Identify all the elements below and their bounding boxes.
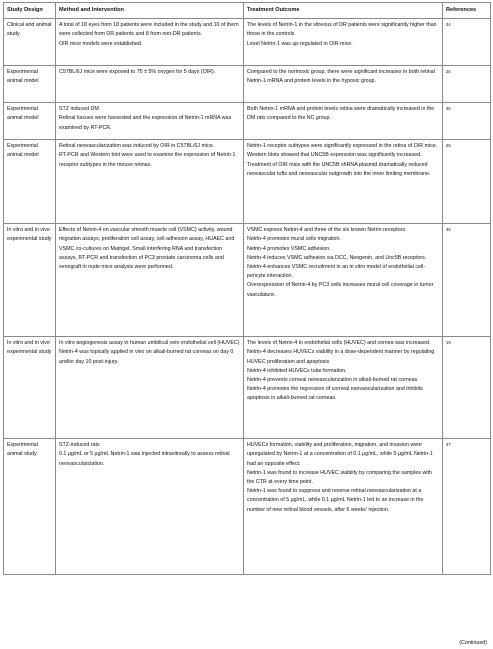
outcome-line: Overexpression of Netrin-4 by PC3 cells increases mural cell coverage in tumor vasculature. [247,282,434,298]
study-design-line: Experimental animal model [7,106,39,122]
outcome-line: Level Netrin-1 was up-regulated in OIR mice. [247,40,353,47]
outcome-line: Treatment of OIR mice with the UNC5B shRNA plasmid dramatically reduced neovascular tufts and neovascular outgrowth into the inner limiting membrane. [247,161,431,177]
method-cell [56,66,244,103]
outcome-line: Netrin-4 promotes the regression of corneal neovascularization and inhibits apoptosis in alkali-burned rat corneas. [247,386,423,402]
studies-table [3,2,491,575]
table-row [4,66,491,103]
reference-cell: 37 [443,439,491,575]
method-cell [56,19,244,66]
study-design-cell [4,224,56,337]
method-line: 0.1 µg/mL or 5 µg/mL Netrin-1 was injected intravitreally to assess retinal neovascularization. [59,451,230,467]
reference-cell: 19 [443,337,491,439]
outcome-cell [244,103,443,140]
method-line: In vitro angiogenesis assay in human umbilical vein endothelial cell (HUVEC) [59,340,240,347]
outcome-line: Netrin-1 was found to increase HUVEC viability by comparing the samples with the CTR at every time point. [247,469,432,486]
table-row [4,103,491,140]
outcome-line: Compared to the normoxic group, there were significant increases in both retinal Netrin-1 mRNA and protein levels in the hypoxic group. [247,69,435,85]
continued-note: (Continued) [459,640,487,646]
method-line: STZ-induced rats [59,442,100,449]
method-line: Netrin-4 was topically applied in vivo on alkali-burned rat corneas on day 0 and/or day 10 post-injury. [59,349,234,365]
header-outcome: Treatment Outcome [244,3,443,19]
method-line: Retinal tissues were harvested and the expression of Netrin-1 mRNA was examined by RT-PCR. [59,115,232,131]
method-line: STZ induced DM [59,106,99,113]
outcome-cell [244,337,443,439]
study-design-line: Experimental animal model [7,69,39,85]
method-cell [56,337,244,439]
outcome-line: Netrin-4 inhibited HUVECs tube formation. [247,367,347,374]
header-study-design: Study Design [4,3,56,19]
table-row [4,337,491,439]
table-row [4,224,491,337]
study-design-cell [4,103,56,140]
method-cell [56,439,244,575]
outcome-cell [244,439,443,575]
header-references: References [443,3,491,19]
outcome-line: Netrin-1 receptor subtypes were significantly expressed in the retina of OIR mice. [247,143,438,150]
method-cell [56,103,244,140]
outcome-line: Both Netrin-1 mRNA and protein levels retina were dramatically increased in the DM rats compared to the NC group. [247,106,435,122]
study-design-line: Experimental animal model [7,143,39,159]
method-cell [56,224,244,337]
study-design-cell [4,337,56,439]
outcome-line: Netrin-4 decreases HUVECs viability in a dose-dependent manner by regulating HUVEC proliferation and apoptosis [247,349,435,365]
study-design-cell [4,19,56,66]
method-line: RT-PCR and Western blot were used to examine the expression of Netrin-1 receptor subtypes in the mouse retinas. [59,152,236,168]
method-cell [56,140,244,224]
table-row [4,140,491,224]
reference-cell: 34 [443,19,491,66]
reference-cell: 35 [443,103,491,140]
header-method: Method and Intervention [56,3,244,19]
study-design-cell [4,66,56,103]
method-line: OIR mice models were established. [59,40,143,47]
outcome-line: Netrin-4 promotes mural cells migration. [247,236,341,243]
method-line: Effects of Netrin-4 on vascular smooth muscle cell (VSMC) activity, wound migration assays, proliferation cell assay, cell adhesion assay, HUAEC and VSMC co-cultures on Matrigel, Small interfering RNA and transfection assays, RT-PCR and transfection of PC3 prostate carcinoma cells and xenograft in nude mice analysis were performed. [59,227,235,271]
study-design-cell [4,140,56,224]
study-design-line: In vitro and in vivo experimental study [7,227,52,243]
outcome-line: The levels of Netrin-1 in the vitreous of DR patients were significantly higher than those in the controls [247,22,437,38]
reference-cell: 36 [443,224,491,337]
outcome-line: Netrin-4 prevents corneal neovascularization in alkali-burned rat corneas. [247,377,419,384]
outcome-cell [244,140,443,224]
study-design-line: In vitro and in vivo experimental study [7,340,52,356]
method-line: C57BL/6J mice were exposed to 75 ± 5% oxygen for 5 days (OIR). [59,69,216,76]
table-row [4,439,491,575]
outcome-line: Netrin-4 enhances VSMC recruitment in an in vitro model of endothelial cell-pericyte interaction. [247,264,426,280]
method-line: Retinal neovascularization was induced by OIR in C57BL/6J mice. [59,143,215,150]
study-design-line: Experimental animal study [7,442,38,458]
reference-cell: 26 [443,66,491,103]
table-body [4,19,491,575]
outcome-line: VSMC express Netrin-4 and three of the six known Netrin receptors. [247,227,407,234]
outcome-cell [244,19,443,66]
table-row [4,19,491,66]
outcome-cell [244,224,443,337]
outcome-line: Western blots showed that UNC5B expression was significantly increased. [247,152,422,159]
outcome-cell [244,66,443,103]
method-line: A total of 18 eyes from 18 patients were included in the study and 10 of them were collected from DR patients and 8 from non-DR patients. [59,22,239,38]
outcome-line: HUVECs formation, viability and proliferation, migration, and invasion were upregulated by Netrin-1 at a concentration of 0.1 µg/mL, while 5 µg/mL Netrin-1 had an opposite effect. [247,442,433,467]
study-design-cell [4,439,56,575]
reference-cell: 25 [443,140,491,224]
outcome-line: The levels of Netrin-4 in endothelial cells (HUVEC) and cornea was increased. [247,340,431,347]
outcome-line: Netrin-1 was found to suppress and reverse retinal neovascularization at a concentration of 5 µg/mL, while 0.1 µg/mL Netrin-1 led to an increase in the number of new retinal blood vessels, after 6 weeks' injection. [247,488,424,513]
outcome-line: Netrin-4 promotes VSMC adhesion. [247,245,331,252]
table-header-row [4,3,491,19]
study-design-line: Clinical and animal study [7,22,52,38]
outcome-line: Netrin-4 induces VSMC adhesion via DCC, Neogenin, and Unc5B receptors. [247,254,427,261]
